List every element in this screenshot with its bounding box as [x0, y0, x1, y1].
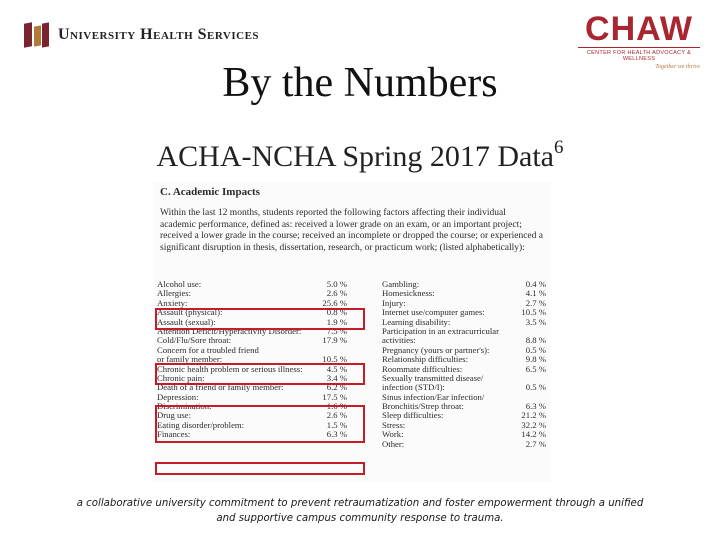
footnote-marker: 6 — [554, 137, 564, 158]
uhs-shield-icon — [22, 21, 50, 49]
row-label: Learning disability: — [382, 316, 451, 327]
right-column — [382, 280, 546, 449]
row-label: Sleep difficulties: — [382, 410, 444, 421]
row-value: 1.5 % — [326, 419, 347, 430]
row-label: Internet use/computer games: — [382, 307, 485, 318]
row-label: Work: — [382, 429, 404, 440]
row-label: Discrimination: — [157, 401, 212, 412]
slide-subtitle — [0, 130, 720, 177]
row-value: 14.2 % — [521, 429, 546, 440]
row-value: 1.9 % — [326, 316, 347, 327]
chaw-logo-word: CHAW — [585, 10, 693, 48]
row-label: Chronic pain: — [157, 372, 205, 383]
row-label: Anxiety: — [157, 297, 188, 308]
row-value: 0.5 % — [525, 382, 546, 393]
row-value: 21.2 % — [521, 410, 546, 421]
row-label: Concern for a troubled friend — [157, 344, 259, 355]
row-label: Bronchitis/Strep throat: — [382, 401, 464, 412]
row-value: 0.8 % — [326, 307, 347, 318]
row-value: 2.7 % — [525, 438, 546, 449]
row-label: Relationship difficulties: — [382, 354, 468, 365]
slide-subtitle-text: ACHA-NCHA Spring 2017 Data — [156, 140, 554, 173]
footer-tagline: a collaborative university commitment to prevent retraumatization and foster empowerment through a unified and supportive campus community response to trauma. — [76, 498, 644, 524]
row-label: Cold/Flu/Sore throat: — [157, 335, 232, 346]
row-value: 10.5 % — [322, 354, 347, 365]
row-value: 2.6 % — [326, 410, 347, 421]
row-label: Sinus infection/Ear infection/ — [382, 391, 485, 402]
row-value: 6.2 % — [326, 382, 347, 393]
row-value: 5.0 % — [326, 279, 347, 289]
row-value: 3.5 % — [525, 316, 546, 327]
row-value: 3.4 % — [326, 372, 347, 383]
row-value: 4.5 % — [326, 363, 347, 374]
row-value: 32.2 % — [521, 419, 546, 430]
row-label: or family member: — [157, 354, 223, 365]
row-label: Assault (sexual): — [157, 316, 216, 327]
table-row — [382, 289, 546, 298]
uhs-logo — [22, 20, 259, 50]
row-value: 17.9 % — [322, 335, 347, 346]
row-label: Sexually transmitted disease/ — [382, 372, 484, 383]
highlight-assault — [155, 308, 365, 330]
highlight-finances — [155, 462, 365, 475]
row-label: Other: — [382, 438, 405, 449]
highlight-concern-friend — [155, 363, 365, 385]
document-heading: C. Academic Impacts — [160, 186, 260, 198]
row-value: 6.3 % — [525, 401, 546, 412]
document-intro: Within the last 12 months, students reported the following factors affecting their individual academic performance, defined as: received a lower grade on an exam, or an important project; received a lower grade in the course; received an incomplete or dropped the course; or experienced a significant disruption in thesis, dissertation, research, or practicum work; (listed alphabetically): — [160, 208, 543, 253]
row-value: 4.1 % — [525, 288, 546, 299]
row-label: Homesickness: — [382, 288, 435, 299]
row-label: Death of a friend or family member: — [157, 382, 284, 393]
row-value: 1.6 % — [326, 401, 347, 412]
row-label: Participation in an extracurricular — [382, 325, 499, 336]
row-value: 6.3 % — [326, 429, 347, 440]
row-label: Alcohol use: — [157, 279, 202, 289]
row-label: Pregnancy (yours or partner's): — [382, 344, 490, 355]
slide-title: By the Numbers — [222, 60, 498, 106]
row-value: 2.6 % — [326, 288, 347, 299]
row-label: Gambling: — [382, 279, 420, 289]
chaw-logo-subtitle: CENTER FOR HEALTH ADVOCACY & WELLNESS — [578, 47, 700, 62]
table-row — [382, 430, 546, 439]
row-label: Stress: — [382, 419, 406, 430]
row-value: 9.8 % — [525, 354, 546, 365]
row-value: 8.8 % — [525, 335, 546, 346]
row-label: Attention Deficit/Hyperactivity Disorder: — [157, 325, 302, 336]
row-label: Drug use: — [157, 410, 192, 421]
row-label: infection (STD/I): — [382, 382, 445, 393]
highlight-death-depression-discrimination — [155, 405, 365, 443]
row-value: 2.7 % — [525, 297, 546, 308]
row-label: Depression: — [157, 391, 199, 402]
row-label: Assault (physical): — [157, 307, 223, 318]
uhs-logo-text: University Health Services — [58, 26, 260, 43]
row-value: 6.5 % — [525, 363, 546, 374]
row-value: 10.5 % — [521, 307, 546, 318]
row-value: 0.5 % — [525, 344, 546, 355]
scanned-document — [154, 182, 550, 482]
row-value: 17.5 % — [322, 391, 347, 402]
row-label: Allergies: — [157, 288, 192, 299]
row-label: Eating disorder/problem: — [157, 419, 245, 430]
row-label: Chronic health problem or serious illness: — [157, 363, 303, 374]
row-label: Roommate difficulties: — [382, 363, 463, 374]
row-label: Finances: — [157, 429, 191, 440]
chaw-logo-tagline: Together we thrive — [655, 64, 700, 70]
row-value: 0.4 % — [525, 279, 546, 289]
row-label: Injury: — [382, 297, 406, 308]
row-value: 25.6 % — [322, 297, 347, 308]
table-row — [382, 440, 546, 449]
row-value: 7.5 % — [326, 325, 347, 336]
row-label: activities: — [382, 335, 416, 346]
